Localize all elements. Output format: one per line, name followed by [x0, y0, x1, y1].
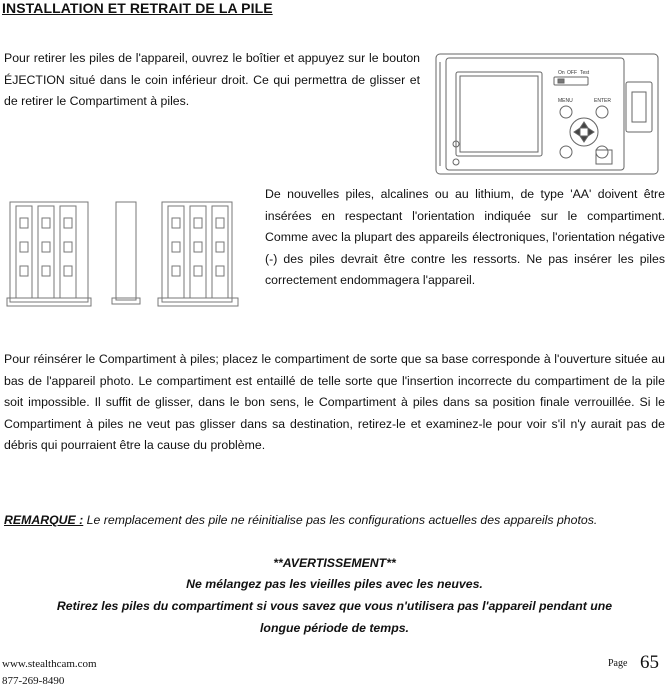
page-number: 65	[640, 652, 659, 673]
warning-line-2: Retirez les piles du compartiment si vous savez que vous n'utilisera pas l'appareil pendant une	[56, 599, 613, 613]
note-label: REMARQUE :	[4, 513, 84, 527]
paragraph-remove-batteries: Pour retirer les piles de l'appareil, ouvrez le boîtier et appuyez sur le bouton ÉJECTION situé dans le coin inférieur droit. Ce qui permettra de glisser et de retirer le Compartiment à piles.	[4, 51, 420, 108]
warning-line-3: longue période de temps.	[260, 621, 409, 635]
footer-website: www.stealthcam.com	[2, 658, 97, 670]
enter-label: ENTER	[594, 98, 611, 104]
camera-open-illustration	[434, 52, 660, 176]
switch-off-label: OFF	[567, 70, 577, 76]
menu-label: MENU	[558, 98, 573, 104]
warning-line-1: Ne mélangez pas les vieilles piles avec les neuves.	[186, 577, 483, 591]
switch-test-label: Test	[580, 70, 590, 76]
paragraph-new-batteries: De nouvelles piles, alcalines ou au lithium, de type 'AA' doivent être insérées en respectant l'orientation indiquée sur le compartiment. Comme avec la plupart des appareils électroniques, l'orientation négative (-) des piles devrait être contre les ressorts. Ne pas insérer les piles correctement endommagera l'appareil.	[265, 187, 665, 287]
battery-compartment-illustration	[6, 196, 244, 310]
page-label: Page	[608, 658, 628, 669]
note-text: Le remplacement des pile ne réinitialise pas les configurations actuelles des appareils photos.	[86, 513, 598, 527]
page-title: INSTALLATION ET RETRAIT DE LA PILE	[2, 0, 273, 16]
paragraph-reinsert-compartment: Pour réinsérer le Compartiment à piles; placez le compartiment de sorte que sa base corresponde à l'ouverture située au bas de l'appareil photo. Le compartiment est entaillé de telle sorte que l'insertion incorrecte du compartiment de la pile soit impossible. Il suffit de glisser, dans le bon sens, le Compartiment à piles dans sa position finale verrouillée. Si le Compartiment à piles ne veut pas glisser dans sa destination, retirez-le et examinez-le pour voir s'il n'y aurait pas de débris qui pourraient être la cause du problème.	[4, 352, 665, 452]
warning-heading: **AVERTISSEMENT**	[273, 556, 396, 570]
footer-phone: 877-269-8490	[2, 675, 65, 687]
note-paragraph	[4, 510, 665, 532]
switch-on-label: On	[558, 70, 565, 76]
